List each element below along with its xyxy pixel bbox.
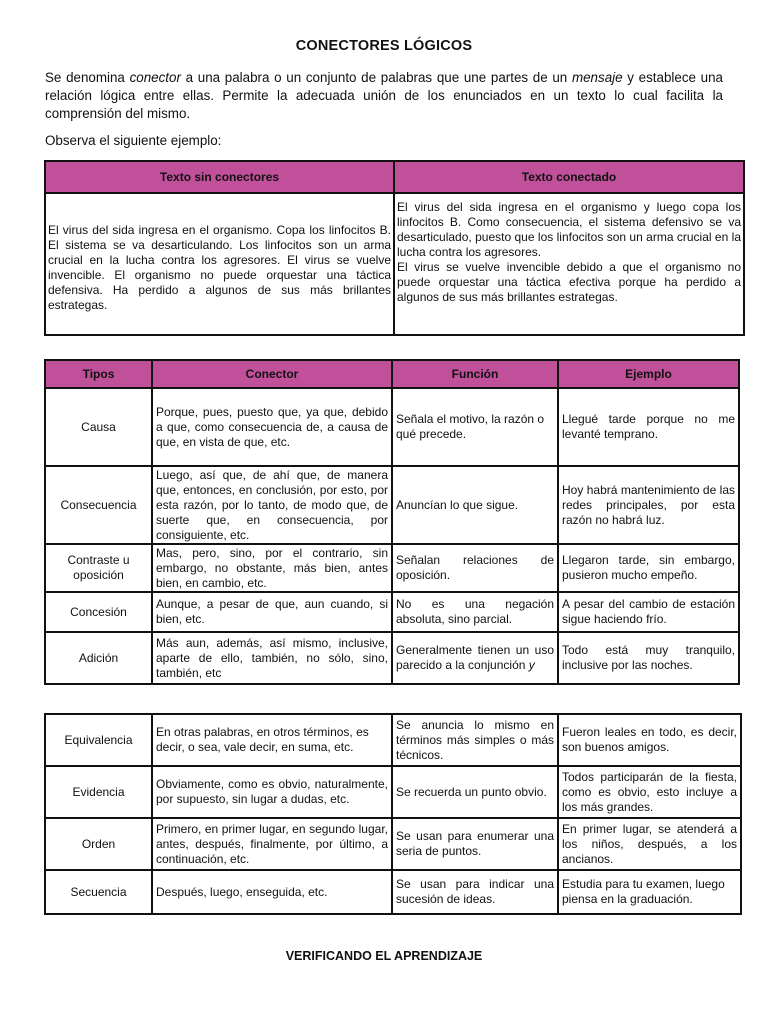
conector-cell: Más aun, además, así mismo, inclusive, aparte de ello, también, no sólo, sino, también, etc [152, 632, 392, 684]
ejemplo-cell: Todos participarán de la fiesta, como es obvio, esto incluye a los más grandes. [558, 766, 741, 818]
ejemplo-cell: Todo está muy tranquilo, inclusive por las noches. [558, 632, 739, 684]
ejemplo-cell: Hoy habrá mantenimiento de las redes principales, por esta razón no habrá luz. [558, 466, 739, 544]
header-texto-sin-conectores: Texto sin conectores [45, 161, 394, 193]
tipo-cell: Causa [45, 388, 152, 466]
conector-cell: En otras palabras, en otros términos, es decir, o sea, vale decir, en suma, etc. [152, 714, 392, 766]
funcion-cell: Se anuncia lo mismo en términos más simples o más técnicos. [392, 714, 558, 766]
page-title: CONECTORES LÓGICOS [295, 38, 473, 54]
ejemplo-cell: Fueron leales en todo, es decir, son buenos amigos. [558, 714, 741, 766]
table-row [45, 714, 741, 766]
table-row [45, 544, 739, 592]
section-heading: VERIFICANDO EL APRENDIZAJE [285, 949, 483, 963]
table-row [45, 818, 741, 870]
table-row [45, 388, 739, 466]
funcion-cell: Se usan para enumerar una seria de puntos. [392, 818, 558, 870]
conector-cell: Porque, pues, puesto que, ya que, debido a que, como consecuencia de, a causa de que, en vista de que, etc. [152, 388, 392, 466]
text-with-connectors [394, 193, 744, 335]
conector-cell: Después, luego, enseguida, etc. [152, 870, 392, 914]
funcion-cell: Señalan relaciones de oposición. [392, 544, 558, 592]
table-row [45, 466, 739, 544]
connected-paragraph-2: El virus se vuelve invencible debido a que el organismo no puede orquestar una táctica efectiva porque ha perdido a algunos de sus más brillantes estrategas. [397, 260, 741, 304]
header-funcion: Función [392, 360, 558, 388]
tipo-cell: Adición [45, 632, 152, 684]
text-without-connectors: El virus del sida ingresa en el organismo. Copa los linfocitos B. El sistema se va desarticulando. Los linfocitos son un arma crucial en la lucha contra los agresores. El virus se vuelve invencible. El organismo no puede orquestar una táctica defensiva. Ha perdido a algunos de sus más brillantes estrategas. [45, 193, 394, 335]
funcion-cell: Generalmente tienen un uso parecido a la conjunción y [392, 632, 558, 684]
tipo-cell: Orden [45, 818, 152, 870]
table-row [45, 592, 739, 632]
ejemplo-cell: Llegaron tarde, sin embargo, pusieron mucho empeño. [558, 544, 739, 592]
conector-cell: Aunque, a pesar de que, aun cuando, si bien, etc. [152, 592, 392, 632]
funcion-cell: Anuncían lo que sigue. [392, 466, 558, 544]
tipo-cell: Evidencia [45, 766, 152, 818]
tipo-cell: Equivalencia [45, 714, 152, 766]
funcion-cell: No es una negación absoluta, sino parcial. [392, 592, 558, 632]
connectors-table-continued [44, 713, 742, 915]
table-row [45, 870, 741, 914]
conector-cell: Mas, pero, sino, por el contrario, sin embargo, no obstante, más bien, antes bien, en cambio, etc. [152, 544, 392, 592]
header-conector: Conector [152, 360, 392, 388]
tipo-cell: Contraste u oposición [45, 544, 152, 592]
header-texto-conectado: Texto conectado [394, 161, 744, 193]
tipo-cell: Consecuencia [45, 466, 152, 544]
funcion-cell: Señala el motivo, la razón o qué precede. [392, 388, 558, 466]
connectors-table [44, 359, 740, 685]
intro-paragraph: Se denomina conector a una palabra o un conjunto de palabras que une partes de un mensaje y establece una relación lógica entre ellas. Permite la adecuada unión de los enunciados en un texto lo cual facilita la comprensión del mismo. [45, 70, 723, 121]
tipo-cell: Concesión [45, 592, 152, 632]
ejemplo-cell: Llegué tarde porque no me levanté temprano. [558, 388, 739, 466]
connected-paragraph-1: El virus del sida ingresa en el organismo y luego copa los linfocitos B. Como consecuencia, el sistema defensivo se va desarticulado, puesto que los linfocitos son un arma crucial en la lucha contra los agresores. [397, 200, 741, 259]
table-row [45, 766, 741, 818]
table-row [45, 632, 739, 684]
funcion-cell: Se usan para indicar una sucesión de ideas. [392, 870, 558, 914]
ejemplo-cell: En primer lugar, se atenderá a los niños, después, a los ancianos. [558, 818, 741, 870]
conector-cell: Obviamente, como es obvio, naturalmente, por supuesto, sin lugar a dudas, etc. [152, 766, 392, 818]
conector-cell: Luego, así que, de ahí que, de manera que, entonces, en conclusión, por esto, por esta razón, por lo tanto, de modo que, de suerte que, en consecuencia, por consiguiente, etc. [152, 466, 392, 544]
header-ejemplo: Ejemplo [558, 360, 739, 388]
example-intro: Observa el siguiente ejemplo: [45, 133, 222, 148]
ejemplo-cell: A pesar del cambio de estación sigue haciendo frío. [558, 592, 739, 632]
funcion-cell: Se recuerda un punto obvio. [392, 766, 558, 818]
conector-cell: Primero, en primer lugar, en segundo lugar, antes, después, finalmente, por último, a continuación, etc. [152, 818, 392, 870]
tipo-cell: Secuencia [45, 870, 152, 914]
ejemplo-cell: Estudia para tu examen, luego piensa en la graduación. [558, 870, 741, 914]
header-tipos: Tipos [45, 360, 152, 388]
example-table [44, 160, 745, 336]
